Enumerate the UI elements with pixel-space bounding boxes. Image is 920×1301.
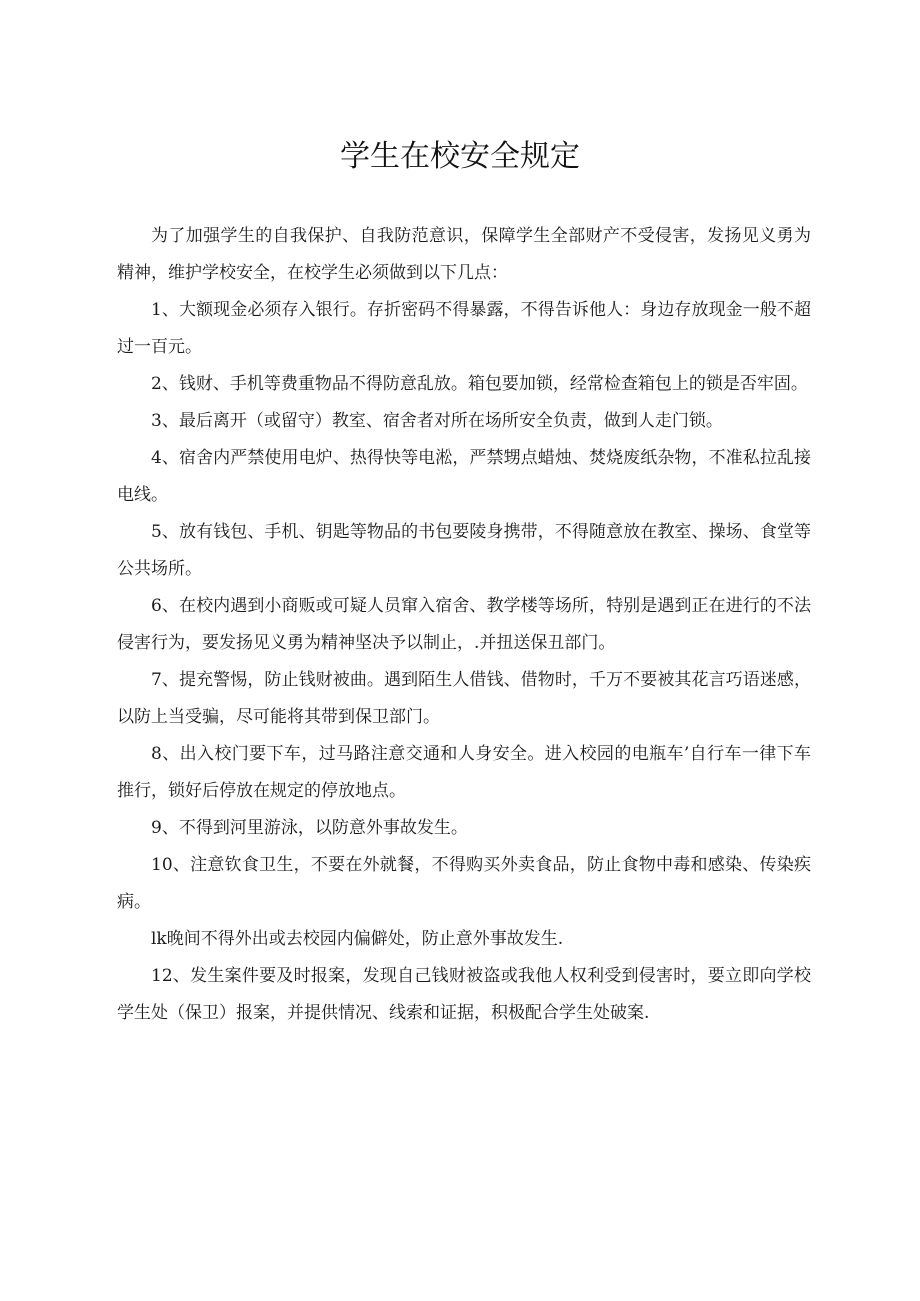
document-title: 学生在校安全规定: [340, 139, 580, 174]
rule-item-3: 3、最后离开（或留守）教室、宿舍者对所在场所安全负责，做到人走门锁。: [151, 411, 723, 431]
rule-item-6: 6、在校内遇到小商贩或可疑人员窜入宿舍、教学楼等场所，特别是遇到正在进行的不法侵害行为，要发扬见义勇为精神坚决予以制止，.并扭送保丑部门。: [117, 596, 811, 653]
rule-item-1: 1、大额现金必须存入银行。存折密码不得暴露，不得告诉他人：身边存放现金一般不超过一百元。: [117, 300, 811, 357]
rule-item-8: 8、出入校门要下车，过马路注意交通和人身安全。进入校园的电瓶车’自行车一律下车推行，锁好后停放在规定的停放地点。: [117, 744, 811, 801]
rule-item-4: 4、宿舍内严禁使用电炉、热得快等电淞，严禁甥点蜡烛、焚烧废纸杂物，不准私拉乱接电线。: [117, 448, 811, 505]
rule-item-11: lk晚间不得外出或去校园内偏僻处，防止意外事故发生.: [151, 929, 564, 949]
rule-item-2: 2、钱财、手机等费重物品不得防意乱放。箱包要加锁，经常检查箱包上的锁是否牢固。: [151, 374, 808, 394]
rule-item-5: 5、放有钱包、手机、钥匙等物品的书包要陵身携带，不得随意放在教室、操场、食堂等公共场所。: [117, 522, 811, 579]
rule-item-9: 9、不得到河里游泳，以防意外事故发生。: [151, 818, 468, 838]
rule-item-7: 7、提充警惕，防止钱财被曲。遇到陌生人借钱、借物时，千万不要被其花言巧语迷感，以防上当受骗，尽可能将其带到保卫部门。: [117, 670, 811, 727]
intro-paragraph: 为了加强学生的自我保护、自我防范意识，保障学生全部财产不受侵害，发扬见义勇为精神，维护学校安全，在校学生必须做到以下几点：: [117, 226, 811, 283]
rule-item-12: 12、发生案件要及时报案，发现自己钱财被盗或我他人权利受到侵害时，要立即向学校学生处（保卫）报案，并提供情况、线索和证据，积极配合学生处破案.: [117, 966, 811, 1023]
document-body: [117, 218, 811, 1032]
rule-item-10: 10、注意钦食卫生，不要在外就餐，不得购买外卖食品，防止食物中毒和感染、传染疾病。: [117, 855, 811, 912]
